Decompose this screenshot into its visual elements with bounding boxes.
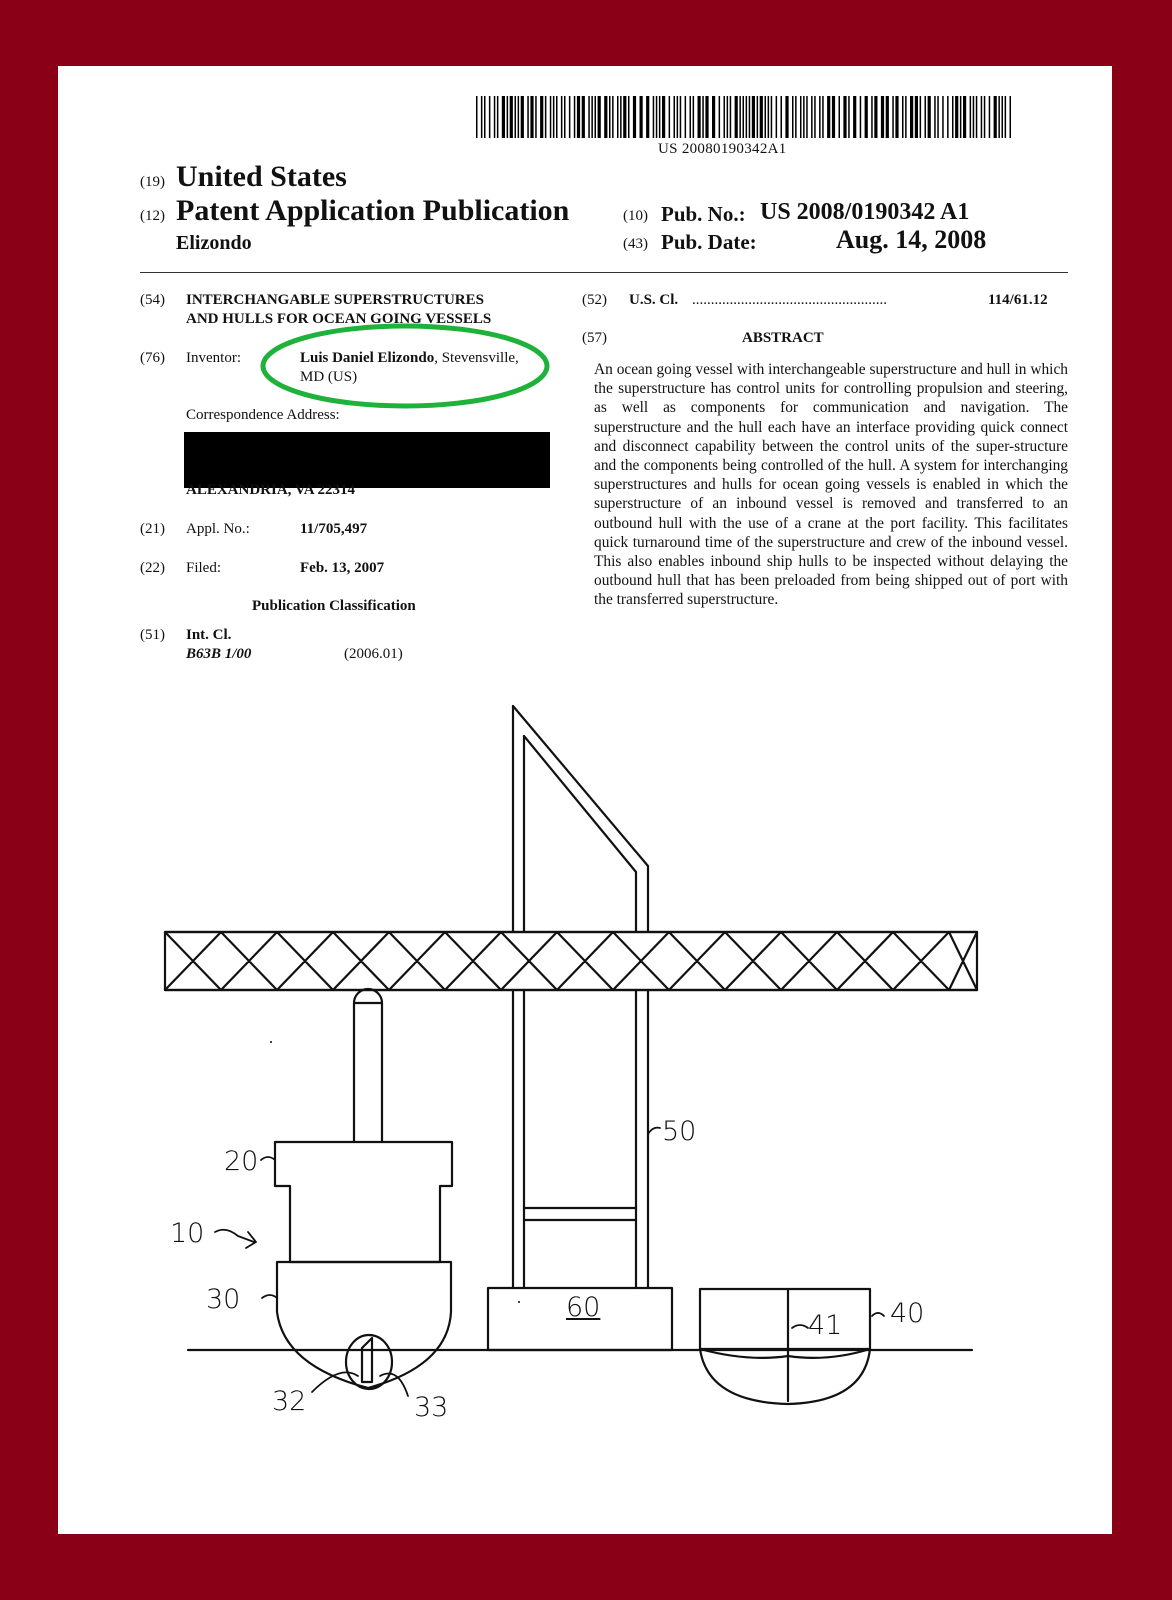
correspondence-city: ALEXANDRIA, VA 22314 xyxy=(186,482,356,498)
pub-no: US 2008/0190342 A1 xyxy=(760,199,970,225)
uscl-code: (52) xyxy=(582,292,607,308)
title-code: (54) xyxy=(140,292,165,308)
inventor-label: Inventor: xyxy=(186,350,241,366)
abstract-heading: ABSTRACT xyxy=(742,330,824,346)
ref-60: 60 xyxy=(566,1292,601,1323)
ref-20: 20 xyxy=(224,1146,259,1177)
intcl-label: Int. Cl. xyxy=(186,627,232,643)
correspondence-label: Correspondence Address: xyxy=(186,407,340,423)
pub-no-code: (10) xyxy=(623,208,648,224)
uscl-label: U.S. Cl. xyxy=(629,292,679,308)
crane-hoist xyxy=(354,989,382,1142)
uscl-value: 114/61.12 xyxy=(988,292,1048,308)
appl-number: 11/705,497 xyxy=(300,521,368,537)
pub-date: Aug. 14, 2008 xyxy=(836,225,987,254)
filed-code: (22) xyxy=(140,560,165,576)
pub-date-label: Pub. Date: xyxy=(661,230,757,254)
barcode-number: US 20080190342A1 xyxy=(658,141,787,157)
patent-page xyxy=(58,66,1112,1534)
inventor-name: Luis Daniel Elizondo xyxy=(300,350,435,366)
country: United States xyxy=(176,160,347,193)
ref-32: 32 xyxy=(272,1386,307,1417)
ref-33: 33 xyxy=(414,1392,449,1423)
ref-10: 10 xyxy=(170,1218,205,1249)
title-line-1: INTERCHANGABLE SUPERSTRUCTURES xyxy=(186,292,484,308)
intcl-year: (2006.01) xyxy=(344,646,403,662)
crane-mast xyxy=(513,706,648,1288)
pub-date-code: (43) xyxy=(623,236,648,252)
abstract-text: An ocean going vessel with interchangeable superstructure and hull in which the superstructure has control units for controlling propulsion and steering, as well as components for communication and navigation. The superstructure and the hull each have an interface providing quick connect and disconnect capability between the control units of the super-structure and the components being controlled of the hull. A system for interchanging superstructures and hulls for ocean going vessels is enabled in which the superstructure of an inbound vessel is removed and transferred to an outbound hull with the use of a crane at the port facility. This facilitates quick turnaround time of the superstructure and crew of the inbound vessel. This also enables inbound ship hulls to be inspected without delaying the outbound hull that has been preloaded from being shipped out of port with the transferred superstructure. xyxy=(594,361,1068,609)
inventor-location-1: , Stevensville, xyxy=(434,350,519,366)
filed-date: Feb. 13, 2007 xyxy=(300,560,385,576)
hull-30 xyxy=(277,1262,451,1388)
appl-code: (21) xyxy=(140,521,165,537)
pub-no-label: Pub. No.: xyxy=(661,202,746,226)
filed-label: Filed: xyxy=(186,560,222,576)
intcl-code: (51) xyxy=(140,627,165,643)
title-line-2: AND HULLS FOR OCEAN GOING VESSELS xyxy=(186,311,492,327)
publication-classification-heading: Publication Classification xyxy=(252,598,416,614)
ref-40: 40 xyxy=(890,1298,925,1329)
abstract-code: (57) xyxy=(582,330,607,346)
hull-40 xyxy=(700,1289,870,1404)
type-code: (12) xyxy=(140,208,165,224)
ref-41: 41 xyxy=(808,1310,843,1341)
country-code: (19) xyxy=(140,174,165,190)
appl-label: Appl. No.: xyxy=(186,521,250,537)
publication-type: Patent Application Publication xyxy=(176,194,570,227)
inventor-location-2: MD (US) xyxy=(300,369,358,385)
crane-boom-truss xyxy=(165,932,977,990)
propeller-32 xyxy=(346,1335,392,1389)
intcl-class: B63B 1/00 xyxy=(186,646,252,662)
inventor-surname: Elizondo xyxy=(176,232,252,254)
ref-50: 50 xyxy=(662,1116,697,1147)
superstructure-20 xyxy=(275,1142,452,1262)
inventor-code: (76) xyxy=(140,350,165,366)
ref-30: 30 xyxy=(206,1284,241,1315)
uscl-leader-dots: .................................................... xyxy=(692,292,887,308)
